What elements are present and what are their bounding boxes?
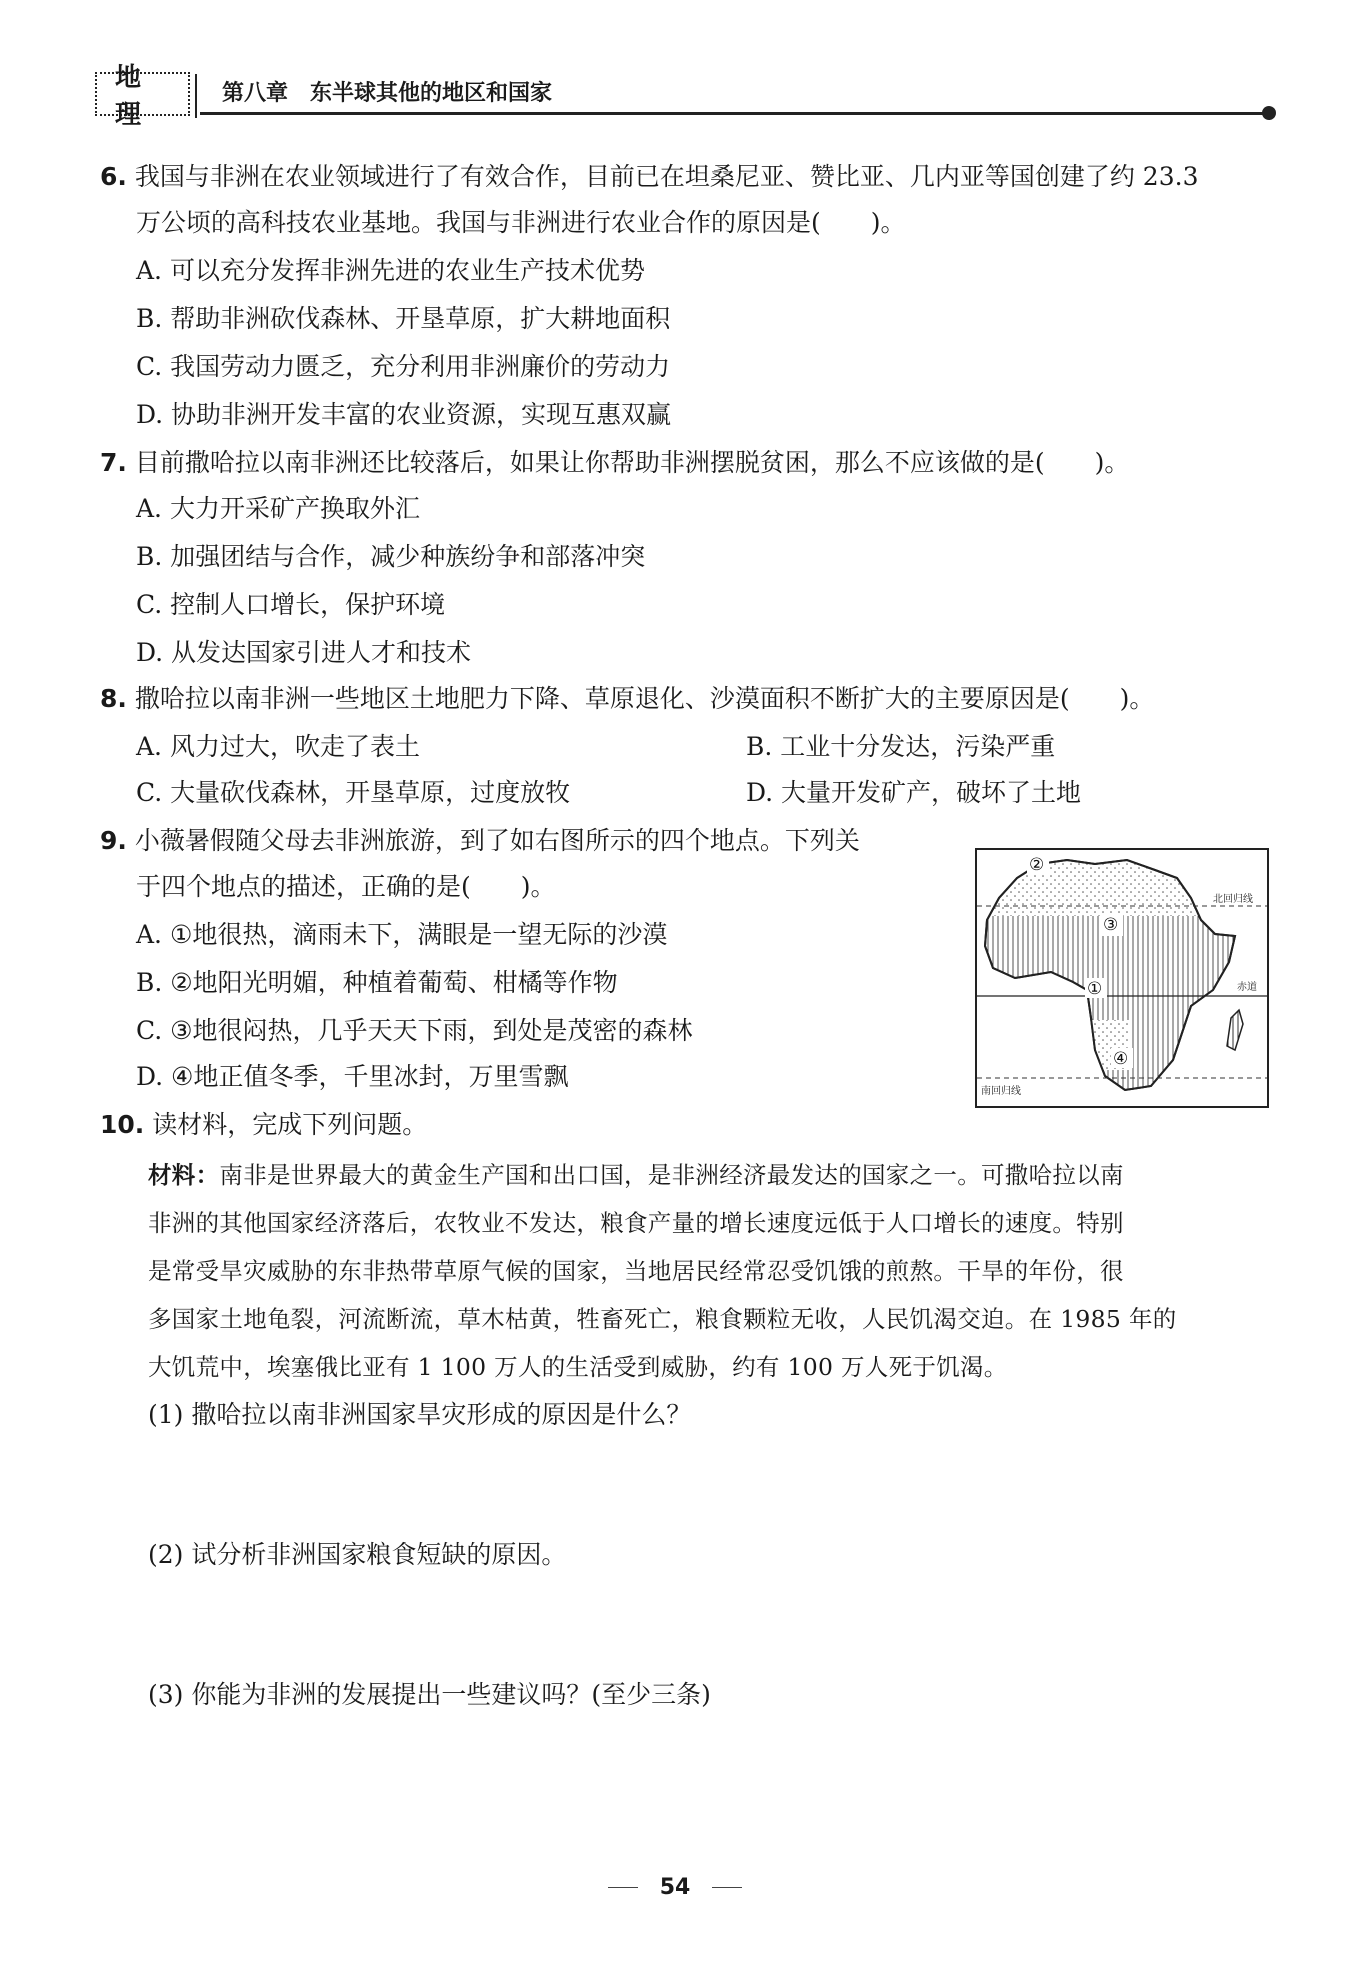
q9-number: 9.	[100, 826, 127, 855]
material-label: 材料：	[148, 1161, 220, 1189]
q7-option-c: C. 控制人口增长，保护环境	[136, 590, 446, 619]
tropic-of-capricorn-label: 南回归线	[981, 1086, 1021, 1097]
africa-map-figure	[975, 848, 1269, 1108]
q6-stem-line1	[100, 162, 1198, 192]
q10-sub3: (3) 你能为非洲的发展提出一些建议吗？(至少三条)	[148, 1680, 711, 1709]
header-separator	[195, 74, 197, 118]
q7-option-b: B. 加强团结与合作，减少种族纷争和部落冲突	[136, 542, 646, 571]
q10-stem	[100, 1110, 427, 1140]
q8-stem	[100, 684, 1154, 714]
q8-option-d: D. 大量开发矿产，破坏了土地	[746, 778, 1082, 807]
material-line3: 是常受旱灾威胁的东非热带草原气候的国家，当地居民经常忍受饥饿的煎熬。干旱的年份，很	[148, 1257, 1124, 1285]
q6-option-d: D. 协助非洲开发丰富的农业资源，实现互惠双赢	[136, 400, 672, 429]
q6-number: 6.	[100, 162, 127, 191]
africa-map	[977, 850, 1267, 1106]
page-footer	[0, 1872, 1350, 1900]
q9-stem-line1	[100, 826, 860, 856]
q9-option-d: D. ④地正值冬季，千里冰封，万里雪飘	[136, 1062, 569, 1091]
marker-3: ③	[1103, 915, 1119, 935]
q6-option-b: B. 帮助非洲砍伐森林、开垦草原，扩大耕地面积	[136, 304, 671, 333]
page-number: 54	[659, 1875, 691, 1900]
q7-option-d: D. 从发达国家引进人才和技术	[136, 638, 472, 667]
q9-option-c: C. ③地很闷热，几乎天天下雨，到处是茂密的森林	[136, 1016, 693, 1045]
q9-option-b: B. ②地阳光明媚，种植着葡萄、柑橘等作物	[136, 968, 618, 997]
q8-option-a: A. 风力过大，吹走了表土	[136, 732, 420, 761]
q6-option-a: A. 可以充分发挥非洲先进的农业生产技术优势	[136, 256, 645, 285]
footer-dash-right	[712, 1887, 742, 1888]
q7-option-a: A. 大力开采矿产换取外汇	[136, 494, 420, 523]
q9-option-a: A. ①地很热，滴雨未下，满眼是一望无际的沙漠	[136, 920, 668, 949]
footer-dash-left	[608, 1887, 638, 1888]
marker-2: ②	[1029, 855, 1045, 875]
subject-badge	[95, 63, 190, 130]
q10-stem-text: 读材料，完成下列问题。	[152, 1110, 428, 1139]
q6-stem-line2: 万公顷的高科技农业基地。我国与非洲进行农业合作的原因是( )。	[136, 208, 906, 237]
marker-4: ④	[1113, 1049, 1129, 1069]
q10-sub1: (1) 撒哈拉以南非洲国家旱灾形成的原因是什么？	[148, 1400, 692, 1429]
q10-sub2: (2) 试分析非洲国家粮食短缺的原因。	[148, 1540, 567, 1569]
q6-stem-text1: 我国与非洲在农业领域进行了有效合作，目前已在坦桑尼亚、赞比亚、几内亚等国创建了约 23.3	[134, 162, 1199, 191]
chapter-title: 第八章 东半球其他的地区和国家	[222, 81, 553, 106]
equator-label: 赤道	[1237, 982, 1257, 993]
material-text1: 南非是世界最大的黄金生产国和出口国，是非洲经济最发达的国家之一。可撒哈拉以南	[219, 1161, 1124, 1189]
material-line1	[148, 1160, 1124, 1190]
q9-stem-text1: 小薇暑假随父母去非洲旅游，到了如右图所示的四个地点。下列关	[134, 826, 860, 855]
material-line4: 多国家土地龟裂，河流断流，草木枯黄，牲畜死亡，粮食颗粒无收，人民饥渴交迫。在 1985 年的	[148, 1305, 1177, 1333]
q6-option-c: C. 我国劳动力匮乏，充分利用非洲廉价的劳动力	[136, 352, 671, 381]
tropic-of-cancer-label: 北回归线	[1213, 894, 1253, 905]
material-line2: 非洲的其他国家经济落后，农牧业不发达，粮食产量的增长速度远低于人口增长的速度。特别	[148, 1209, 1124, 1237]
header-rule	[200, 112, 1268, 115]
header-rule-dot	[1262, 106, 1276, 120]
material-line5: 大饥荒中，埃塞俄比亚有 1 100 万人的生活受到威胁，约有 100 万人死于饥渴。	[148, 1353, 1008, 1381]
q8-number: 8.	[100, 684, 127, 713]
subject-label: 地理	[115, 63, 160, 130]
madagascar-shape	[1227, 1010, 1243, 1050]
marker-1: ①	[1087, 979, 1103, 999]
q9-stem-line2: 于四个地点的描述，正确的是( )。	[136, 872, 556, 901]
q10-number: 10.	[100, 1110, 145, 1139]
q7-stem	[100, 448, 1129, 478]
q7-stem-text: 目前撒哈拉以南非洲还比较落后，如果让你帮助非洲摆脱贫困，那么不应该做的是( )。	[134, 448, 1130, 477]
q8-option-b: B. 工业十分发达，污染严重	[746, 732, 1056, 761]
q8-option-c: C. 大量砍伐森林，开垦草原，过度放牧	[136, 778, 571, 807]
q7-number: 7.	[100, 448, 127, 477]
q8-stem-text: 撒哈拉以南非洲一些地区土地肥力下降、草原退化、沙漠面积不断扩大的主要原因是( )。	[134, 684, 1155, 713]
